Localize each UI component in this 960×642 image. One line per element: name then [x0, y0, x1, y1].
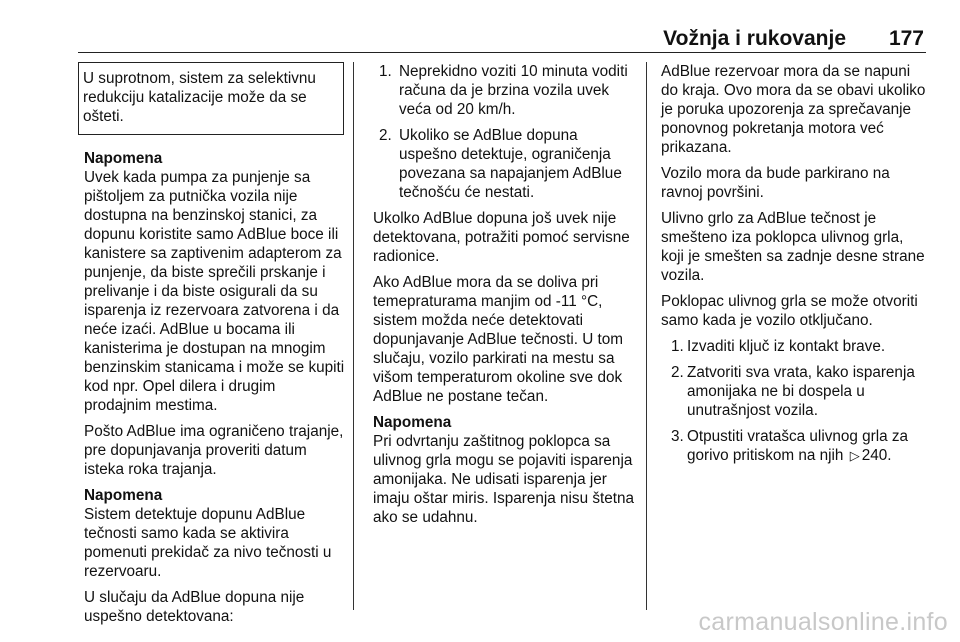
paragraph: Ukolko AdBlue dopuna još uvek nije detektovana, potražiti pomoć servisne radionice. — [373, 210, 630, 265]
note-3 — [373, 413, 638, 527]
column-2 — [373, 62, 638, 534]
list-number: 2. — [671, 364, 684, 381]
note-text: Pri odvrtanju zaštitnog poklopca sa ulivnog grla mogu se pojaviti isparenja amonijaka. Ne udisati isparenja jer imaju oštar miris. Isparenja nisu štetna ako se udahnu. — [373, 433, 635, 526]
column-divider-1 — [353, 62, 354, 610]
list-number: 3. — [671, 428, 684, 445]
list-item — [661, 427, 929, 465]
note-heading: Napomena — [373, 414, 452, 431]
arrow-right-icon[interactable]: ▷ — [849, 448, 860, 463]
list-item — [661, 337, 929, 356]
paragraph: AdBlue rezervoar mora da se napuni do kraja. Ovo mora da se obavi ukoliko je poruka upozorenja za sprečavanje ponovnog pokretanja motora već prikazana. — [661, 63, 926, 156]
list-text: Otpustiti vratašca ulivnog grla za gorivo pritiskom na njih — [687, 428, 909, 464]
note-heading: Napomena — [84, 487, 163, 504]
paragraph: Ulivno grlo za AdBlue tečnost je smešteno iza poklopca ulivnog grla, koji je smešten sa zadnje desne strane vozila. — [661, 210, 925, 284]
page-number: 177 — [888, 27, 924, 50]
list-text: Ukoliko se AdBlue dopuna uspešno detektuje, ograničenja povezana sa napajanjem AdBlue tečnošću će nestati. — [399, 127, 622, 201]
note-heading: Napomena — [84, 150, 163, 167]
note-2 — [84, 486, 346, 581]
page-reference[interactable]: 240. — [861, 447, 892, 464]
note-text: Sistem detektuje dopunu AdBlue tečnosti samo kada se aktivira pomenuti prekidač za nivo tečnosti u rezervoaru. — [84, 506, 332, 580]
list-number: 1. — [671, 338, 684, 355]
steps-list — [661, 337, 929, 465]
watermark: carmanualsonline.info — [698, 608, 948, 636]
paragraph: Poklopac ulivnog grla se može otvoriti samo kada je vozilo otključano. — [661, 293, 918, 329]
list-text: Neprekidno voziti 10 minuta voditi računa da je brzina vozila uvek veća od 20 km/h. — [399, 63, 628, 118]
page-header — [78, 24, 926, 53]
column-3 — [661, 62, 929, 472]
list-item — [373, 126, 638, 202]
list-text: Izvaditi ključ iz kontakt brave. — [687, 338, 886, 355]
column-divider-2 — [646, 62, 647, 610]
section-title: Vožnja i rukovanje — [663, 27, 846, 50]
paragraph: U slučaju da AdBlue dopuna nije uspešno detektovana: — [84, 589, 305, 625]
list-number: 2. — [379, 127, 392, 144]
paragraph: Pošto AdBlue ima ograničeno trajanje, pre dopunjavanja proveriti datum isteka roka trajanja. — [84, 423, 344, 478]
list-number: 1. — [379, 63, 392, 80]
note-text: Uvek kada pumpa za punjenje sa pištoljem za putnička vozila nije dostupna na benzinskoj stanici, za dopunu koristite samo AdBlue boce ili kanistere sa zaptivenim adapterom za punjenje, da biste sprečili prskanje i prelivanje i da biste osigurali da su isparenja iz rezervoara zatvorena i da neće izaći. AdBlue u bocama ili kanisterima je dostupan na mnogim benzinskim stanicama i može se kupiti kod npr. Opel dilera i drugim prodajnim mestima. — [84, 169, 345, 414]
paragraph: Vozilo mora da bude parkirano na ravnoj površini. — [661, 165, 890, 201]
warning-box: U suprotnom, sistem za selektivnu redukciju katalizacije može da se ošteti. — [78, 62, 344, 135]
column-1 — [84, 62, 346, 633]
list-item — [661, 363, 929, 420]
steps-list — [373, 62, 638, 202]
paragraph: Ako AdBlue mora da se doliva pri temepraturama manjim od -11 °C, sistem možda neće detektovati dopunjavanje AdBlue tečnosti. U tom slučaju, vozilo parkirati na mestu sa višom temperaturom okoline sve dok AdBlue ne postane tečan. — [373, 274, 624, 405]
note-1 — [84, 149, 346, 415]
list-text: Zatvoriti sva vrata, kako isparenja amonijaka ne bi dospela u unutrašnjost vozila. — [687, 364, 915, 419]
list-item — [373, 62, 638, 119]
